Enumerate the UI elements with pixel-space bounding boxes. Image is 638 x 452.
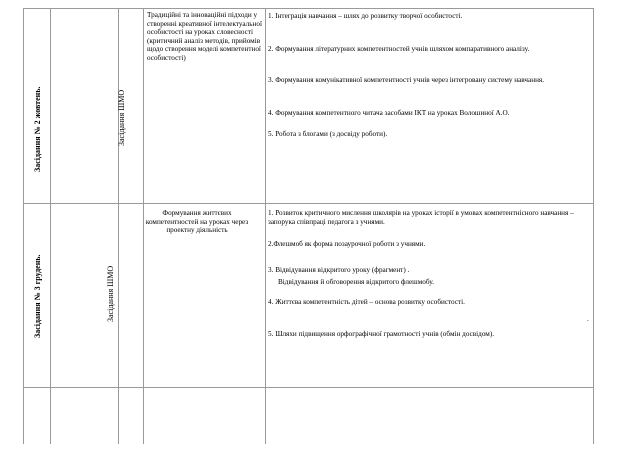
meeting-topic: Формування життєвих компетентностей на уроках через проектну діяльність xyxy=(145,209,249,235)
column-divider xyxy=(265,8,266,444)
meeting-date-cell: Засідання № 2 жовтень. xyxy=(33,86,42,172)
row-divider xyxy=(24,8,594,9)
meeting-date-cell: Засідання № 3 грудень. xyxy=(33,254,42,338)
agenda-item: 5. Шляхи підвищення орфографічної грамотності учнів (обмін досвідом). xyxy=(268,330,495,338)
agenda-item: 1. Розвиток критичного мислення школярів на уроках історії в умовах компетентнісного навчання – запорука співпраці педагога з учнями. xyxy=(268,209,574,226)
agenda-item: 4. Життєва компетентність дітей – основа розвитку особистості. xyxy=(268,298,465,306)
row-divider xyxy=(24,203,594,204)
column-divider xyxy=(593,8,594,444)
agenda-item: Відвідування й обговорення відкритого флешмобу. xyxy=(278,278,434,286)
agenda-item: 4. Формування компетентного читача засобами ІКТ на уроках Волошиної А.О. xyxy=(268,109,510,117)
column-divider xyxy=(50,8,51,444)
meeting-form-cell: Засідання ШМО xyxy=(106,265,115,322)
meeting-form-cell: Засідання ШМО xyxy=(117,89,126,146)
agenda-item: 2. Формування літературних компетентностей учнів шляхом компаративного аналізу. xyxy=(268,45,530,53)
row-divider xyxy=(24,387,594,388)
meeting-topic: Традиційні та інноваційні підходи у створенні креативної інтелектуальної особистості на уроках словесності (критичний аналіз методів, прийомів щодо створення моделі компетентної особистості) xyxy=(147,11,262,62)
agenda-item: 3. Відвідування відкритого уроку (фрагмент) . xyxy=(268,266,410,274)
agenda-item: 5. Робота з блогами (з досвіду роботи). xyxy=(268,130,388,138)
stray-mark: . xyxy=(587,315,589,323)
column-divider xyxy=(118,8,119,444)
agenda-item: 3. Формування комунікативної компетентності учнів через інтегровану систему навчання. xyxy=(268,76,545,84)
agenda-item: 2.Флешмоб як форма позаурочної роботи з учнями. xyxy=(268,240,426,248)
agenda-item: 1. Інтеграція навчання – шлях до розвитку творчої особистості. xyxy=(268,12,463,20)
